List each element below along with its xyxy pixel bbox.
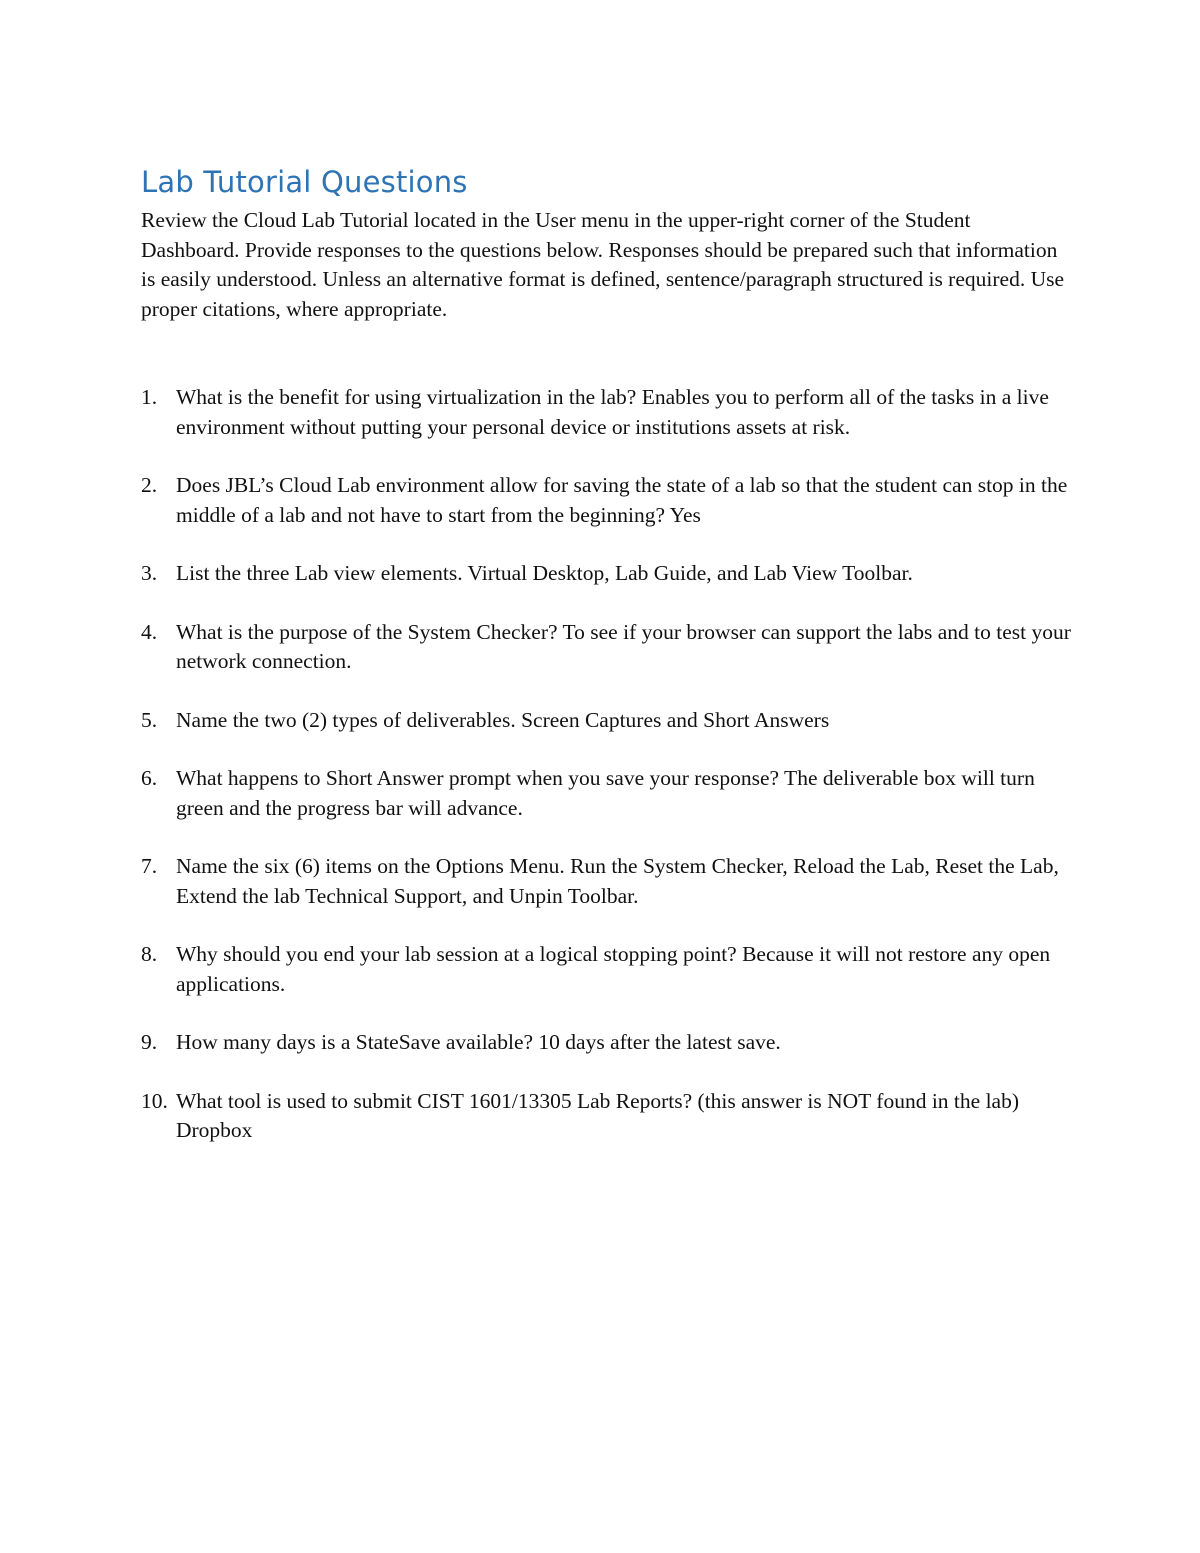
list-item-number: 3. [141, 561, 158, 585]
list-item-text: What tool is used to submit CIST 1601/13305 Lab Reports? (this answer is NOT found in the lab) Dropbox [176, 1088, 1019, 1142]
list-item-number: 9. [141, 1030, 158, 1054]
list-item [141, 383, 1071, 442]
list-item-text: What is the purpose of the System Checker? To see if your browser can support the labs and to test your network connection. [176, 619, 1071, 673]
list-item-text: What is the benefit for using virtualization in the lab? Enables you to perform all of the tasks in a live environment without putting your personal device or institutions assets at risk. [176, 385, 1049, 439]
list-item [141, 559, 1071, 589]
list-item [141, 1087, 1071, 1146]
list-item-text: Name the two (2) types of deliverables. Screen Captures and Short Answers [176, 707, 830, 732]
list-item-number: 6. [141, 766, 158, 790]
list-item-number: 10. [141, 1088, 168, 1113]
list-item-number: 7. [141, 854, 158, 878]
list-item-number: 4. [141, 619, 158, 644]
list-item [141, 940, 1071, 999]
list-item-text: List the three Lab view elements. Virtual Desktop, Lab Guide, and Lab View Toolbar. [176, 561, 913, 585]
list-item-text: Why should you end your lab session at a logical stopping point? Because it will not restore any open applications. [176, 942, 1051, 996]
page-title: Lab Tutorial Questions [141, 165, 468, 199]
list-item-text: What happens to Short Answer prompt when you save your response? The deliverable box will turn green and the progress bar will advance. [176, 766, 1035, 820]
list-item [141, 764, 1071, 823]
document-body [141, 162, 1071, 1175]
list-item-text: Does JBL’s Cloud Lab environment allow for saving the state of a lab so that the student can stop in the middle of a lab and not have to start from the beginning? Yes [176, 473, 1068, 527]
list-item-text: How many days is a StateSave available? 10 days after the latest save. [176, 1030, 781, 1054]
list-item-number: 8. [141, 942, 158, 966]
list-item [141, 852, 1071, 911]
list-item-number: 5. [141, 707, 158, 732]
intro-paragraph: Review the Cloud Lab Tutorial located in the User menu in the upper-right corner of the Student Dashboard. Provide responses to the questions below. Responses should be prepared such that information is easily understood. Unless an alternative format is defined, sentence/paragraph structured is required. Use proper citations, where appropriate. [141, 208, 1064, 321]
question-list [141, 383, 1071, 1146]
list-item [141, 1028, 1071, 1058]
list-item [141, 618, 1071, 677]
list-item-number: 1. [141, 385, 158, 409]
list-item [141, 471, 1071, 530]
list-item [141, 706, 1071, 736]
list-item-number: 2. [141, 473, 158, 497]
list-item-text: Name the six (6) items on the Options Menu. Run the System Checker, Reload the Lab, Reset the Lab, Extend the lab Technical Support, and Unpin Toolbar. [176, 854, 1059, 908]
